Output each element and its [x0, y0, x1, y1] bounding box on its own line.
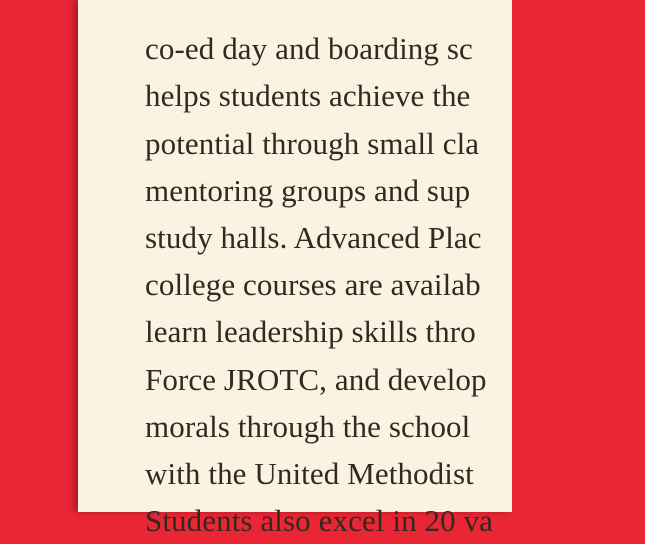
text-line-9: morals through the school [145, 408, 471, 444]
text-line-1: co-ed day and boarding sc [145, 31, 473, 67]
text-line-5: study halls. Advanced Plac [145, 219, 482, 255]
article-text [145, 0, 645, 544]
text-line-6: college courses are availab [145, 267, 481, 303]
text-line-7: learn leadership skills thro [145, 314, 476, 350]
text-line-8: Force JROTC, and develop [145, 361, 487, 397]
text-line-3: potential through small cla [145, 125, 480, 161]
red-sidebar-band [0, 0, 80, 512]
content-card [78, 0, 512, 539]
text-line-11: Students also excel in 20 va [145, 503, 494, 539]
text-line-4: mentoring groups and sup [145, 172, 471, 208]
text-line-10: with the United Methodist [145, 455, 474, 491]
partial-top-line [145, 0, 645, 25]
text-line-2: helps students achieve the [145, 78, 471, 114]
